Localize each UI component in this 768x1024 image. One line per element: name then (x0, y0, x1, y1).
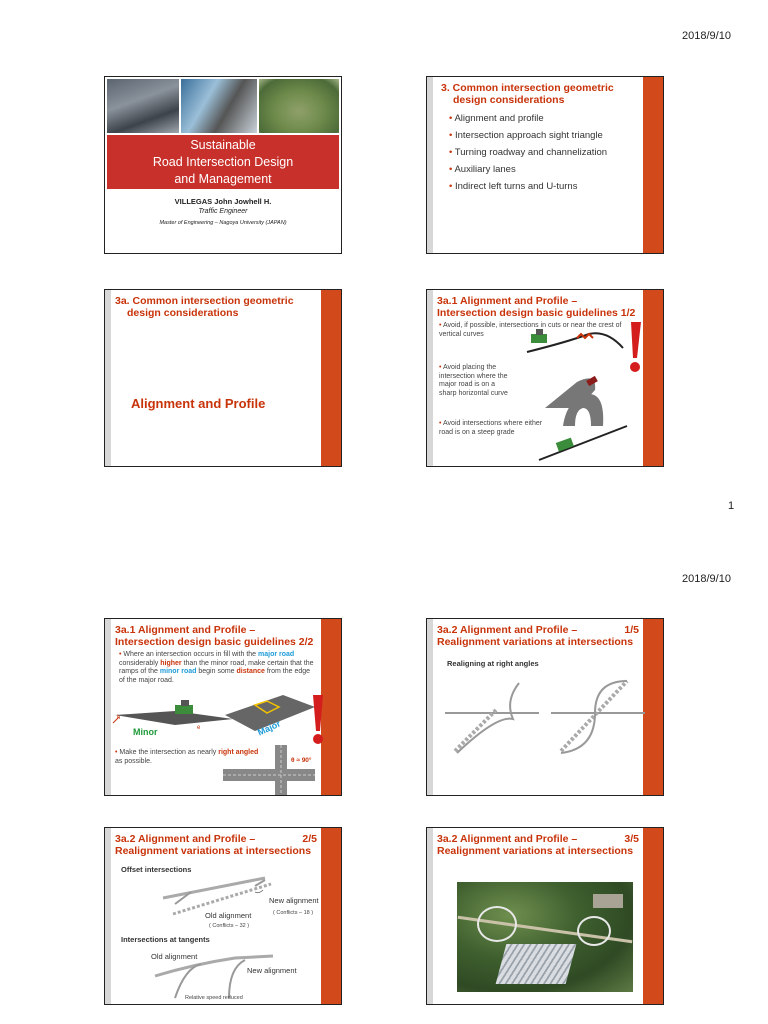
text-segment: from the edge of the major road. (119, 668, 311, 684)
text-segment: begin some (196, 668, 237, 675)
title-line-1: 3a.1 Alignment and Profile – (437, 295, 578, 307)
title-line-1: 3a.2 Alignment and Profile – (115, 833, 256, 845)
label-h: h (117, 715, 121, 721)
aerial-photo (457, 882, 633, 992)
label-minor: Minor (133, 727, 158, 737)
slide-left-bar (427, 77, 433, 253)
title-line-1: 3a.2 Alignment and Profile – (437, 833, 578, 845)
title-page: 1/5 (624, 624, 639, 636)
title-line-2: Intersection design basic guidelines 2/2 (115, 636, 314, 648)
title-line-1: 3a.2 Alignment and Profile – (437, 624, 578, 636)
guidelines-2-illustration (105, 619, 342, 796)
slide-considerations (426, 76, 664, 254)
loop-ramp-right (577, 916, 611, 946)
header-photos (107, 79, 339, 133)
slide-title (115, 295, 319, 319)
slide-title (437, 833, 641, 857)
considerations-list (449, 113, 639, 198)
bus-photo (181, 79, 257, 133)
loop-ramp-left (477, 906, 517, 942)
title-line-1: 3a. Common intersection geometric (115, 295, 294, 307)
guideline-curve: • Avoid placing the intersection where the major road is on a sharp horizontal curve (439, 364, 511, 398)
distance-highlight: distance (236, 668, 265, 675)
list-item: • Auxiliary lanes (449, 164, 639, 175)
slide-realignment-2 (104, 827, 342, 1005)
text-segment: as possible. (115, 757, 152, 765)
slide-left-bar (105, 290, 111, 466)
slide-guidelines-1 (426, 289, 664, 467)
author-name: VILLEGAS John Jowhell H. (174, 197, 272, 206)
title-line-2: Realignment variations at intersections (437, 845, 634, 857)
right-angle-realignment-diagram (427, 619, 664, 796)
title-line-1: 3a.1 Alignment and Profile – (115, 624, 256, 636)
new-alignment-label: New alignment (269, 896, 319, 905)
list-item: • Turning roadway and channelization (449, 147, 639, 158)
title-line-1: Sustainable (190, 138, 256, 152)
list-item: • Intersection approach sight triangle (449, 130, 639, 141)
author-affiliation: Master of Engineering – Nagoya University (JAPAN) (159, 220, 287, 226)
text-segment: Make the intersection as nearly (119, 749, 219, 756)
list-item: • Alignment and profile (449, 113, 639, 124)
page1-date: 2018/9/10 (682, 30, 731, 42)
slide-guidelines-2 (104, 618, 342, 796)
title-line-3: and Management (174, 172, 272, 186)
author-role: Traffic Engineer (198, 208, 248, 215)
new-alignment-conflicts: ( Conflicts – 18 ) (273, 910, 314, 916)
page-number: 1 (728, 500, 735, 512)
slide-title (104, 76, 342, 254)
label-angle: θ ≈ 90° (291, 757, 312, 764)
higher-highlight: higher (160, 659, 182, 667)
old-alignment-conflicts: ( Conflicts – 32 ) (209, 923, 250, 929)
right-angled-highlight: right angled (218, 749, 259, 756)
label-major: Major (256, 718, 283, 738)
title-line-2: design considerations (453, 94, 565, 106)
title-line-1: 3. Common intersection geometric (441, 82, 614, 94)
traffic-jam-photo (107, 79, 179, 133)
title-band (107, 135, 339, 189)
new-alignment-tangent-label: New alignment (247, 966, 297, 975)
slide-accent-bar (321, 290, 341, 466)
title-line-2: Road Intersection Design (152, 155, 294, 169)
title-line-2: Realignment variations at intersections (437, 636, 634, 648)
slide-accent-bar (643, 828, 663, 1004)
text-segment: than the minor road, make certain that the ramps of the (119, 659, 314, 675)
subheading: Realigning at right angles (447, 659, 539, 668)
title-line-2: design considerations (127, 307, 239, 319)
greenhouse-area (496, 944, 577, 984)
slide-section-alignment (104, 289, 342, 467)
title-page: 2/5 (302, 833, 317, 845)
old-alignment-tangent-label: Old alignment (151, 952, 198, 961)
slide-accent-bar (643, 77, 663, 253)
speed-note: Relative speed reduced (185, 995, 243, 1001)
subheading-offset: Offset intersections (121, 865, 192, 874)
title-page: 3/5 (624, 833, 639, 845)
guideline-grade: • Avoid intersections where either road is on a steep grade (439, 420, 557, 437)
minor-road-highlight: minor road (159, 668, 197, 675)
guidelines-1-illustration (427, 290, 664, 467)
list-item: • Indirect left turns and U-turns (449, 181, 639, 192)
page2-date: 2018/9/10 (682, 573, 731, 585)
title-line-2: Intersection design basic guidelines 1/2 (437, 307, 636, 319)
text-segment: Where an intersection occurs in fill with the (123, 651, 257, 658)
slide-realignment-3 (426, 827, 664, 1005)
section-heading: Alignment and Profile (131, 396, 266, 411)
building-cluster (593, 894, 623, 908)
slide-realignment-1 (426, 618, 664, 796)
slide-title (441, 82, 641, 106)
guideline-crest: • Avoid, if possible, intersections in cuts or near the crest of vertical curves (439, 322, 627, 339)
slide-left-bar (427, 828, 433, 1004)
interchange-photo (259, 79, 339, 133)
text-segment: considerably (119, 659, 161, 667)
subheading-tangents: Intersections at tangents (121, 935, 210, 944)
title-line-2: Realignment variations at intersections (115, 845, 312, 857)
label-e: e (197, 725, 201, 731)
old-alignment-label: Old alignment (205, 911, 252, 920)
major-road-highlight: major road (258, 651, 295, 658)
